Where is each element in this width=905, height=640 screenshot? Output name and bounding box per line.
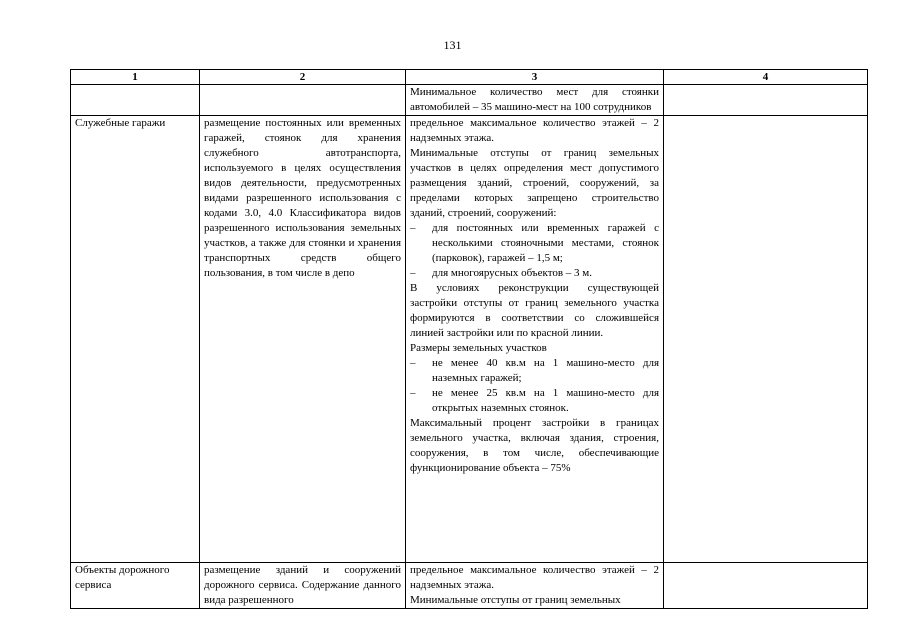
cell-parameters: [406, 563, 664, 609]
cell-parameters: [406, 85, 664, 116]
paragraph: предельное максимальное количество этажей – 2 надземных этажа.: [410, 564, 659, 591]
paragraph: предельное максимальное количество этажей – 2 надземных этажа.: [410, 117, 659, 144]
cell-type: Служебные гаражи: [71, 116, 200, 563]
column-header-2: 2: [200, 70, 406, 85]
column-header-4: 4: [664, 70, 868, 85]
list-item: – не менее 25 кв.м на 1 машино-место для открытых наземных стоянок.: [410, 387, 659, 414]
paragraph: Минимальные отступы от границ земельных: [410, 594, 621, 606]
page-number: 131: [443, 38, 462, 52]
dash-bullet: –: [410, 387, 416, 399]
column-header-3: 3: [406, 70, 664, 85]
column-header-1: 1: [71, 70, 200, 85]
dash-bullet: –: [410, 222, 416, 234]
cell-type: Объекты дорожного сервиса: [71, 563, 200, 609]
cell-description: размещение зданий и сооружений дорожного сервиса. Содержание данного вида разрешенного: [200, 563, 406, 609]
table-row: [71, 116, 868, 563]
cell-notes: [664, 116, 868, 563]
table-row: [71, 85, 868, 116]
cell-description: [200, 85, 406, 116]
table-header-row: [71, 70, 868, 85]
paragraph: Минимальные отступы от границ земельных участков в целях определения мест допустимого размещения зданий, строений, сооружений, за пределами которых запрещено строительство зданий, строений, сооружений:: [410, 147, 659, 219]
list-item: – не менее 40 кв.м на 1 машино-место для наземных гаражей;: [410, 357, 659, 384]
cell-description: размещение постоянных или временных гаражей, стоянок для хранения служебного автотранспорта, используемого в целях осуществления видов деятельности, предусмотренных видами разрешенного использования с кодами 3.0, 4.0 Классификатора видов разрешенного использования земельных участков, а также для стоянки и хранения транспортных средств общего пользования, в том числе в депо: [200, 116, 406, 563]
paragraph: Максимальный процент застройки в границах земельного участка, включая здания, строения, сооружения, в том числе, обеспечивающие функционирование объекта – 75%: [410, 417, 659, 474]
list-item: – для многоярусных объектов – 3 м.: [410, 267, 593, 279]
paragraph: Размеры земельных участков: [410, 342, 547, 354]
dash-bullet: –: [410, 267, 416, 279]
dash-bullet: –: [410, 357, 416, 369]
paragraph: В условиях реконструкции существующей застройки отступы от границ земельного участка формируются в соответствии со сложившейся линией застройки или по красной линии.: [410, 282, 659, 339]
table-row: [71, 563, 868, 609]
cell-notes: [664, 85, 868, 116]
paragraph: Минимальное количество мест для стоянки автомобилей – 35 машино-мест на 100 сотрудников: [410, 86, 659, 113]
regulations-table: [70, 69, 868, 609]
list-item: – для постоянных или временных гаражей с несколькими стояночными местами, стоянок (парковок), гаражей – 1,5 м;: [410, 222, 659, 264]
cell-type: [71, 85, 200, 116]
cell-parameters: [406, 116, 664, 563]
cell-notes: [664, 563, 868, 609]
